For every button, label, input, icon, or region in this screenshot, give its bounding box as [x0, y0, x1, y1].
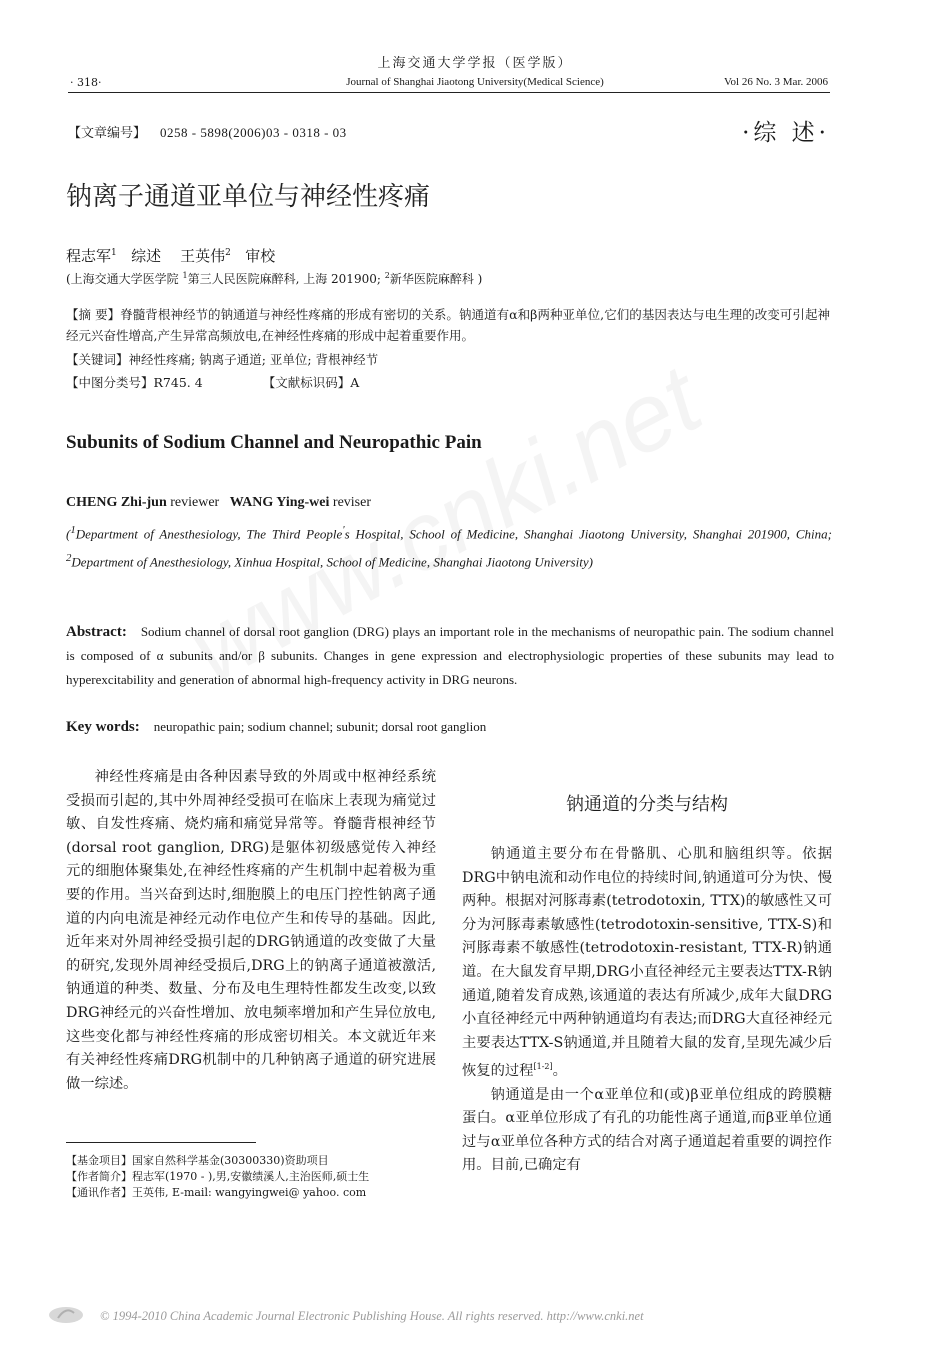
citation-1-2: [1-2]	[533, 1062, 553, 1072]
doc-code-label: 【文献标识码】	[262, 375, 351, 390]
author-en-1: CHENG Zhi-jun	[66, 495, 167, 510]
affil-en-part-1b: s Hospital, School of Medicine, Shanghai Jiaotong University, Shanghai 201900, China;	[344, 526, 832, 542]
keywords-cn-label: 【关键词】	[66, 352, 129, 367]
affiliation-en	[66, 518, 832, 575]
affil-cn-sup-1: 1	[182, 271, 188, 280]
author-1: 程志军	[66, 247, 112, 265]
keywords-en	[66, 719, 486, 736]
abstract-en-text: Sodium channel of dorsal root ganglion (DRG) plays an important role in the mechanisms of neuropathic pain. The sodium channel is composed of α subunits and/or β subunits. Changes in gene expression and electrophysiologic properties of these subunits may lead to hyperexcitability and generation of abnormal high-frequency activity in DRG neurons.	[66, 624, 834, 687]
keywords-en-label: Key words:	[66, 719, 140, 735]
affil-en-part-1: Department of Anesthesiology, The Third People	[75, 526, 343, 542]
article-number	[68, 122, 347, 141]
abstract-cn-text: 脊髓背根神经节的钠通道与神经性疼痛的形成有密切的关系。钠通道有α和β两种亚单位,它们的基因表达与电生理的改变可引起神经元兴奋性增高,产生异常高频放电,在神经性疼痛的形成中起着重要作用。	[66, 307, 830, 343]
footnote-rule	[66, 1142, 256, 1143]
page-number: · 318·	[70, 76, 102, 89]
affil-en-sup-1: 1	[70, 524, 76, 536]
affiliation-cn	[66, 270, 482, 287]
author-en-2: WANG Ying-wei	[229, 495, 330, 510]
doc-code-value: A	[350, 375, 360, 390]
journal-title-cn: 上海交通大学学报（医学版）	[377, 56, 573, 71]
footnote-fund: 【基金项目】国家自然科学基金(30300330)资助项目	[66, 1154, 329, 1167]
body-paragraph-intro: 神经性疼痛是由各种因素导致的外周或中枢神经系统受损而引起的,其中外周神经受损可在临床上表现为痛觉过敏、自发性疼痛、烧灼痛和痛觉异常等。脊髓背根神经节(dorsal root ganglion, DRG)是躯体初级感觉传入神经元的细胞体聚集处,在神经性疼痛的产生机制中起着极为重要的作用。当兴奋到达时,细胞膜上的电压门控性钠离子通道的内向电流是神经元动作电位产生和传导的基础。因此,近年来对外周神经受损引起的DRG钠通道的改变做了大量的研究,发现外周神经受损后,DRG上的钠离子通道被激活,钠通道的种类、数量、分布及电生理特性都发生改变,以致DRG神经元的兴奋性增加、放电频率增加和产生异位放电,这些变化都与神经性疼痛的形成密切相关。本文就近年来有关神经性疼痛DRG机制中的几种钠离子通道的研究进展做一综述。	[66, 769, 436, 1092]
affil-en-apostrophe: '	[342, 524, 345, 536]
author-1-sup: 1	[111, 248, 117, 258]
body-column-right	[462, 843, 832, 1178]
para-classification-text: 钠通道主要分布在骨骼肌、心肌和脑组织等。依据DRG中钠电流和动作电位的持续时间,钠通道可分为快、慢两种。根据对河豚毒素(tetrodotoxin, TTX)的敏感性又可分为河豚毒素敏感性(tetrodotoxin-sensitive, TTX-S)和河豚毒素不敏感性(tetrodotoxin-resistant, TTX-R)钠通道。在大鼠发育早期,DRG小直径神经元主要表达TTX-R钠通道,随着发育成熟,该通道的表达有所减少,成年大鼠DRG小直径神经元中两种钠通道均有表达;而DRG大直径神经元主要表达TTX-S钠通道,并且随着大鼠的发育,呈现先减少后恢复的过程	[462, 846, 832, 1080]
author-1-role: 综述	[131, 247, 162, 265]
clc-label: 【中图分类号】	[66, 375, 154, 390]
author-2: 王英伟	[180, 247, 226, 265]
clc-value: R745. 4	[153, 375, 203, 390]
keywords-cn	[66, 350, 378, 368]
title-en: Subunits of Sodium Channel and Neuropathic Pain	[66, 432, 482, 453]
article-category: ·综 述·	[742, 120, 830, 146]
body-paragraph-structure: 钠通道是由一个α亚单位和(或)β亚单位组成的跨膜糖蛋白。α亚单位形成了有孔的功能性离子通道,而β亚单位通过与α亚单位各种方式的结合对离子通道起着重要的调控作用。目前,已确定有	[462, 1086, 832, 1174]
author-2-role: 审校	[245, 247, 276, 265]
abstract-en-label: Abstract:	[66, 624, 127, 640]
affil-cn-part-1: 第三人民医院麻醉科, 上海 201900;	[187, 272, 385, 286]
author-2-sup: 2	[225, 248, 231, 258]
classification	[66, 373, 359, 391]
affil-en-open: (	[66, 526, 71, 542]
affil-cn-sup-2: 2	[384, 271, 390, 280]
article-number-value: 0258 - 5898(2006)03 - 0318 - 03	[160, 125, 347, 140]
header-rule	[68, 92, 830, 93]
article-number-label: 【文章编号】	[68, 126, 147, 141]
footnote-author-bio: 【作者简介】程志军(1970 - ),男,安徽绩溪人,主治医师,硕士生	[66, 1170, 370, 1183]
body-paragraph-classification	[462, 843, 832, 1084]
keywords-cn-text: 神经性疼痛; 钠离子通道; 亚单位; 背根神经节	[128, 352, 379, 367]
volume-issue: Vol 26 No. 3 Mar. 2006	[724, 76, 828, 88]
affil-cn-part-2: 新华医院麻醉科 )	[389, 272, 483, 286]
keywords-en-text: neuropathic pain; sodium channel; subunit; dorsal root ganglion	[153, 719, 487, 734]
copyright-footer: © 1994-2010 China Academic Journal Electronic Publishing House. All rights reserved. http://www.cnki.net	[100, 1309, 644, 1323]
authors-en	[66, 495, 371, 511]
section-heading: 钠通道的分类与结构	[566, 794, 728, 815]
footnote-corresponding: 【通讯作者】王英伟, E-mail: wangyingwei@ yahoo. com	[66, 1186, 367, 1199]
author-en-2-role: reviser	[332, 495, 371, 510]
title-cn: 钠离子通道亚单位与神经性疼痛	[66, 182, 431, 212]
authors-cn	[66, 245, 275, 266]
para-classification-end: 。	[552, 1063, 567, 1080]
abstract-cn	[66, 304, 830, 346]
affil-cn-pre: (上海交通大学医学院	[66, 272, 183, 286]
abstract-en	[66, 620, 834, 692]
body-column-left	[66, 766, 436, 1096]
affil-en-sup-2: 2	[66, 552, 72, 565]
author-en-1-role: reviewer	[170, 495, 220, 510]
abstract-cn-label: 【摘 要】	[66, 307, 121, 322]
affil-en-part-2: Department of Anesthesiology, Xinhua Hospital, School of Medicine, Shanghai Jiaotong University)	[71, 554, 593, 570]
journal-title-en: Journal of Shanghai Jiaotong University(Medical Science)	[346, 76, 604, 88]
cnki-logo-icon	[46, 1304, 86, 1326]
